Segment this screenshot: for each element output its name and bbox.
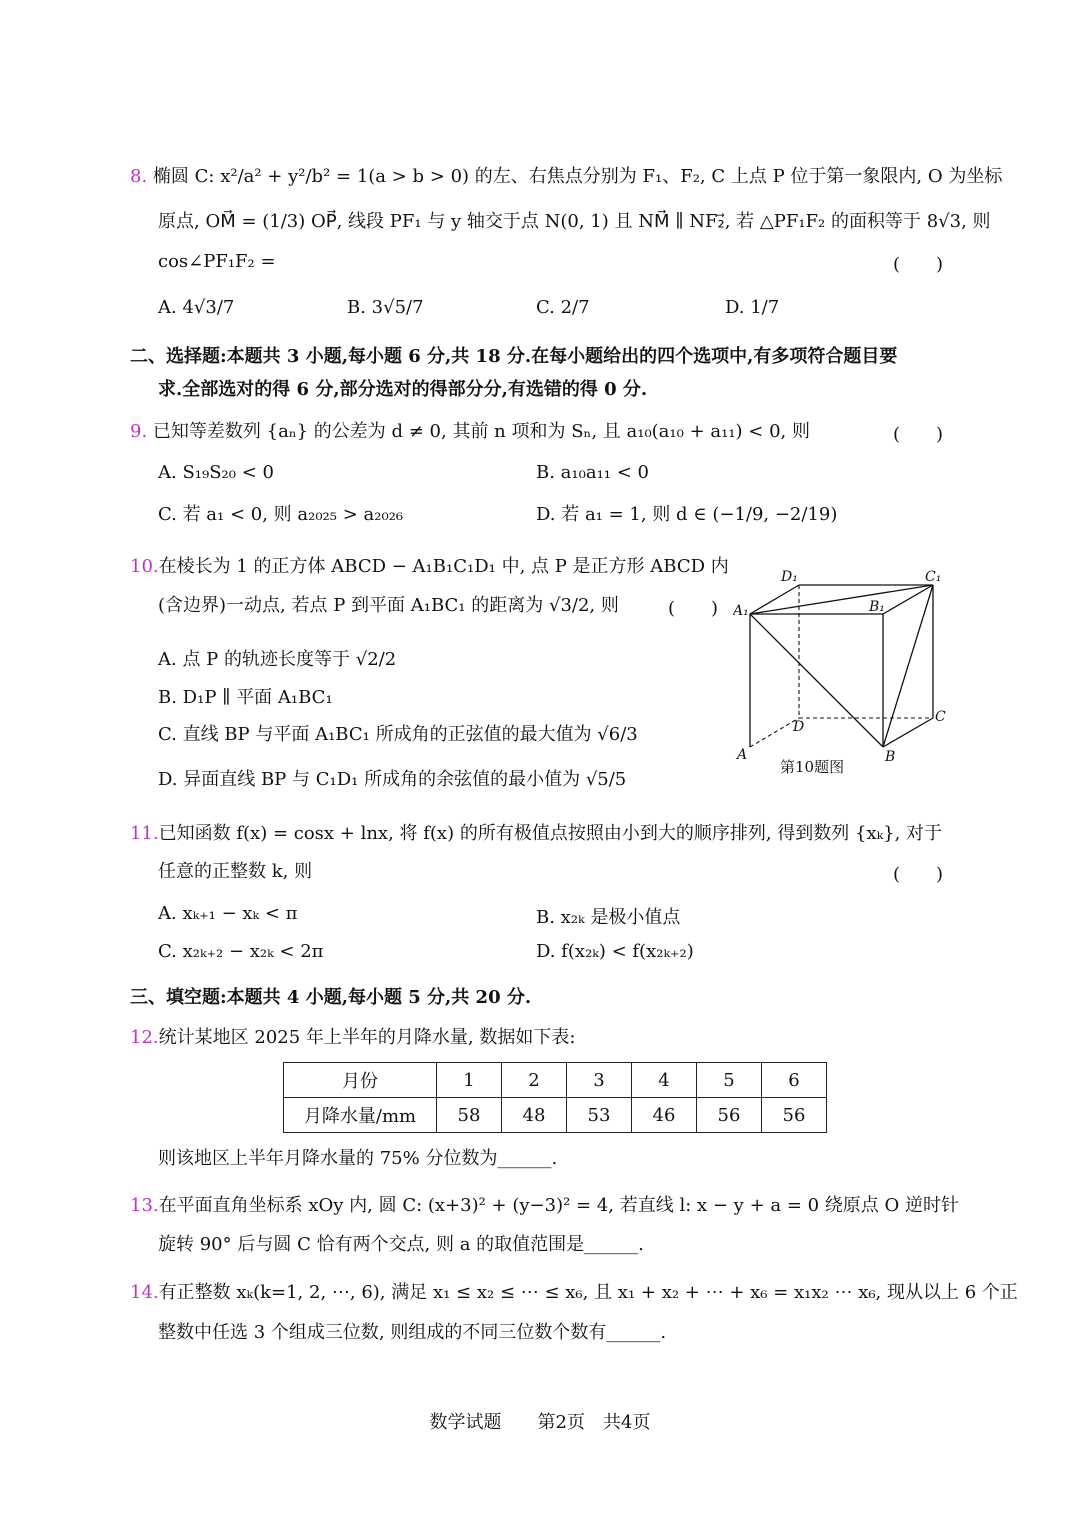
q9-option-d: D. 若 a₁ = 1, 则 d ∈ (−1/9, −2/19) — [536, 504, 838, 525]
q14-line1 — [130, 1281, 1018, 1305]
q8-option-d: D. 1/7 — [725, 297, 780, 318]
table-cell: 48 — [502, 1098, 567, 1133]
table-cell: 6 — [762, 1063, 827, 1098]
q8-option-c: C. 2/7 — [536, 297, 590, 318]
table-cell: 58 — [437, 1098, 502, 1133]
label-B1: B₁ — [869, 599, 885, 615]
q14-number: 14. — [130, 1282, 159, 1303]
label-C: C — [935, 709, 946, 725]
q13-line2: 旋转 90° 后与圆 C 恰有两个交点, 则 a 的取值范围是______. — [158, 1234, 644, 1255]
q10-option-d: D. 异面直线 BP 与 C₁D₁ 所成角的余弦值的最小值为 √5/5 — [158, 769, 627, 790]
q9-text1: 已知等差数列 {aₙ} 的公差为 d ≠ 0, 其前 n 项和为 Sₙ, 且 a₁₀(a₁₀ + a₁₁) < 0, 则 — [152, 421, 810, 442]
label-A: A — [737, 747, 748, 763]
rainfall-table — [283, 1062, 827, 1133]
q8-answer-paren: ( ) — [893, 254, 944, 275]
section2-heading-line2: 求.全部选对的得 6 分,部分选对的得部分分,有选错的得 0 分. — [158, 379, 648, 400]
label-D1: D₁ — [781, 569, 798, 585]
q11-option-c: C. x₂ₖ₊₂ − x₂ₖ < 2π — [158, 941, 324, 962]
q9-number: 9. — [130, 421, 148, 442]
label-A1: A₁ — [733, 603, 749, 619]
q10-option-c: C. 直线 BP 与平面 A₁BC₁ 所成角的正弦值的最大值为 √6/3 — [158, 724, 638, 745]
page-footer: 数学试题 第2页 共4页 — [429, 1412, 651, 1433]
q11-line1 — [130, 822, 942, 846]
table-cell: 2 — [502, 1063, 567, 1098]
q8-line1 — [130, 165, 1002, 189]
q11-option-a: A. xₖ₊₁ − xₖ < π — [158, 903, 298, 924]
q10-line1 — [130, 555, 729, 579]
label-C1: C₁ — [925, 569, 942, 585]
figure-caption: 第10题图 — [780, 758, 845, 776]
q10-line2: (含边界)一动点, 若点 P 到平面 A₁BC₁ 的距离为 √3/2, 则 — [158, 595, 619, 616]
q13-line1 — [130, 1194, 959, 1218]
q11-number: 11. — [130, 823, 159, 844]
q10-option-b: B. D₁P ∥ 平面 A₁BC₁ — [158, 687, 333, 708]
label-D: D — [793, 719, 805, 735]
table-cell: 46 — [632, 1098, 697, 1133]
table-cell: 月降水量/mm — [284, 1098, 437, 1133]
q11-option-d: D. f(x₂ₖ) < f(x₂ₖ₊₂) — [536, 941, 694, 962]
q11-text1: 已知函数 f(x) = cosx + lnx, 将 f(x) 的所有极值点按照由小到大的顺序排列, 得到数列 {xₖ}, 对于 — [158, 823, 943, 844]
q9-option-c: C. 若 a₁ < 0, 则 a₂₀₂₅ > a₂₀₂₆ — [158, 504, 404, 525]
table-row — [284, 1063, 827, 1098]
table-cell: 3 — [567, 1063, 632, 1098]
q8-line3: cos∠PF₁F₂ = — [158, 251, 276, 272]
q10-option-a: A. 点 P 的轨迹长度等于 √2/2 — [158, 649, 397, 670]
q14-text1: 有正整数 xₖ(k=1, 2, ⋯, 6), 满足 x₁ ≤ x₂ ≤ ⋯ ≤ x₆, 且 x₁ + x₂ + ⋯ + x₆ = x₁x₂ ⋯ x₆, 现从以上 6 个正 — [158, 1282, 1018, 1303]
label-B: B — [885, 749, 896, 765]
q12-line2: 则该地区上半年月降水量的 75% 分位数为______. — [158, 1148, 558, 1169]
q8-number: 8. — [130, 166, 148, 187]
table-cell: 1 — [437, 1063, 502, 1098]
q9-answer-paren: ( ) — [893, 424, 944, 445]
q10-text1: 在棱长为 1 的正方体 ABCD − A₁B₁C₁D₁ 中, 点 P 是正方形 ABCD 内 — [158, 556, 729, 577]
q8-text1: 椭圆 C: x²/a² + y²/b² = 1(a > b > 0) 的左、右焦点分别为 F₁、F₂, C 上点 P 位于第一象限内, O 为坐标 — [152, 166, 1003, 187]
q8-option-a: A. 4√3/7 — [158, 297, 235, 318]
table-row — [284, 1098, 827, 1133]
q12-line1 — [130, 1026, 575, 1050]
q11-option-b: B. x₂ₖ 是极小值点 — [536, 907, 681, 928]
table-cell: 56 — [697, 1098, 762, 1133]
q9-option-a: A. S₁₉S₂₀ < 0 — [158, 462, 274, 483]
q9-line1 — [130, 420, 810, 444]
q10-number: 10. — [130, 556, 159, 577]
q10-answer-paren: ( ) — [668, 598, 719, 619]
table-cell: 5 — [697, 1063, 762, 1098]
q8-line2: 原点, OM⃗ = (1/3) OP⃗, 线段 PF₁ 与 y 轴交于点 N(0, 1) 且 NM⃗ ∥ NF₂⃗, 若 △PF₁F₂ 的面积等于 8√3, 则 — [158, 211, 991, 232]
q9-option-b: B. a₁₀a₁₁ < 0 — [536, 462, 649, 483]
q8-option-b: B. 3√5/7 — [347, 297, 424, 318]
q13-text1: 在平面直角坐标系 xOy 内, 圆 C: (x+3)² + (y−3)² = 4, 若直线 l: x − y + a = 0 绕原点 O 逆时针 — [158, 1195, 960, 1216]
q14-line2: 整数中任选 3 个组成三位数, 则组成的不同三位数个数有______. — [158, 1322, 667, 1343]
table-cell: 53 — [567, 1098, 632, 1133]
section3-heading: 三、填空题:本题共 4 小题,每小题 5 分,共 20 分. — [130, 987, 532, 1008]
q11-line2: 任意的正整数 k, 则 — [158, 861, 313, 882]
section2-heading-line1: 二、选择题:本题共 3 小题,每小题 6 分,共 18 分.在每小题给出的四个选项中,有多项符合题目要 — [130, 346, 898, 367]
q12-text1: 统计某地区 2025 年上半年的月降水量, 数据如下表: — [158, 1027, 576, 1048]
table-cell: 56 — [762, 1098, 827, 1133]
q12-number: 12. — [130, 1027, 159, 1048]
table-cell: 月份 — [284, 1063, 437, 1098]
q11-answer-paren: ( ) — [893, 864, 944, 885]
cube-figure — [733, 565, 953, 765]
table-cell: 4 — [632, 1063, 697, 1098]
q13-number: 13. — [130, 1195, 159, 1216]
